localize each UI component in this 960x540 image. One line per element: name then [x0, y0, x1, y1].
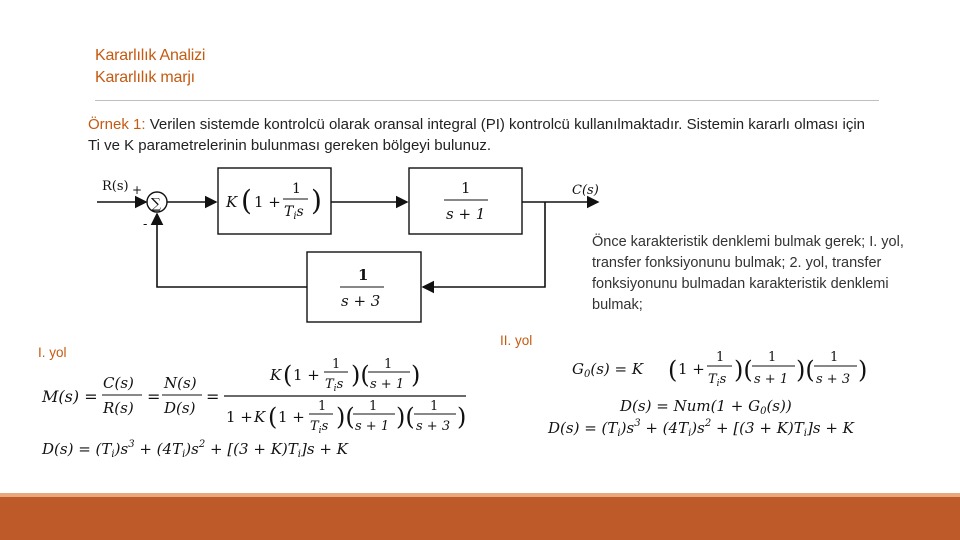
- svg-text:s + 1: s + 1: [446, 205, 486, 223]
- svg-text:D(s) = Num(1 + G0(s)): $D(s) = Num(1 + G_0(s))$: [620, 397, 792, 417]
- svg-text:): ): [411, 361, 421, 389]
- svg-text:D(s) = (Ti)s3 + (4Ti)s2 + [(3: $D(s) = (T_i)s^3 + (4T_i)s^2 + [(3 + K)T_i]s + K$: [42, 439, 348, 460]
- method-note: Önce karakteristik denklemi bulmak gerek; I. yol, transfer fonksiyonunu bulmak; 2. yol, transfer fonksiyonunu bulmadan karakteristik denklemi bulmak;: [592, 234, 904, 313]
- svg-text:s + 3: s + 3: [816, 372, 851, 387]
- svg-text:)(: )(: [796, 356, 815, 384]
- svg-text:1: 1: [358, 266, 369, 284]
- svg-text:): ): [311, 184, 322, 217]
- svg-text:): ): [858, 356, 868, 384]
- plant-block: [409, 168, 522, 234]
- svg-text:K: K: [270, 366, 282, 384]
- svg-text:Tis: $T_is$: [708, 372, 727, 389]
- output-label: C(s): [572, 183, 599, 198]
- svg-text:1 +: 1 +: [278, 408, 305, 426]
- svg-text:G0(s) = K: $G_0(s) = K$: [572, 360, 644, 380]
- svg-text:s + 1: s + 1: [355, 419, 390, 434]
- svg-text:Tis: $T_is$: [284, 204, 304, 222]
- problem-text: Verilen sistemde kontrolcü olarak oransal integral (PI) kontrolcü kullanılmaktadır. Sistemin kararlı olması için Ti ve K parametrelerinin bulunması gereken bölgeyi bulunuz.: [88, 116, 865, 154]
- svg-text:=: =: [147, 387, 161, 406]
- svg-text:(: (: [668, 356, 678, 384]
- svg-text:)(: )(: [734, 356, 753, 384]
- method-1-equations: [41, 357, 466, 460]
- svg-text:K: K: [226, 193, 238, 211]
- footer-bar: [0, 497, 960, 540]
- svg-text:1: 1: [318, 399, 327, 414]
- svg-text:M(s) =: M(s) =: [42, 387, 98, 406]
- block-diagram: [97, 168, 599, 322]
- svg-text:(: (: [268, 403, 278, 431]
- svg-text:K: K: [254, 408, 266, 426]
- svg-text:R(s): R(s): [103, 399, 134, 417]
- sum-symbol: ∑: [151, 196, 161, 212]
- svg-text:1 +: 1 +: [678, 360, 705, 378]
- svg-text:s + 1: s + 1: [370, 377, 405, 392]
- svg-text:s + 3: s + 3: [341, 292, 381, 310]
- svg-text:Tis: $T_is$: [325, 377, 344, 394]
- method-1-label: I. yol: [38, 345, 67, 360]
- svg-text:1 +: 1 +: [254, 193, 281, 211]
- plus-sign: +: [132, 183, 143, 197]
- svg-text:s + 1: s + 1: [754, 372, 789, 387]
- svg-text:D(s): D(s): [164, 399, 196, 417]
- svg-text:C(s): C(s): [103, 374, 134, 392]
- svg-text:)(: )(: [351, 361, 370, 389]
- svg-text:1: 1: [384, 357, 393, 372]
- method-2-label: II. yol: [500, 333, 533, 348]
- svg-text:D(s) = (Ti)s3 + (4Ti)s2 + [(3: $D(s) = (T_i)s^3 + (4T_i)s^2 + [(3 + K)T_i]s + K$: [548, 418, 854, 439]
- svg-text:1: 1: [292, 181, 301, 197]
- svg-text:1: 1: [830, 350, 839, 365]
- svg-text:(: (: [283, 361, 293, 389]
- svg-text:)(: )(: [396, 403, 415, 431]
- svg-text:1 +: 1 +: [226, 408, 253, 426]
- problem-lead: Örnek 1:: [88, 116, 146, 133]
- svg-text:): ): [457, 403, 467, 431]
- svg-text:1: 1: [768, 350, 777, 365]
- svg-text:)(: )(: [336, 403, 355, 431]
- minus-sign: -: [143, 217, 148, 232]
- slide-title: Kararlılık Analizi: [95, 47, 206, 64]
- svg-text:Tis: $T_is$: [310, 419, 329, 436]
- svg-text:s + 3: s + 3: [416, 419, 451, 434]
- input-label: R(s): [102, 179, 129, 194]
- svg-text:1: 1: [461, 179, 471, 197]
- slide-subtitle: Kararlılık marjı: [95, 69, 195, 86]
- svg-text:1: 1: [332, 357, 341, 372]
- svg-text:N(s): N(s): [164, 374, 197, 392]
- svg-text:1 +: 1 +: [293, 366, 320, 384]
- svg-text:1: 1: [369, 399, 378, 414]
- svg-text:1: 1: [716, 350, 725, 365]
- svg-text:=: =: [206, 387, 220, 406]
- method-2-equations: [547, 350, 867, 439]
- svg-text:(: (: [241, 184, 252, 217]
- svg-text:1: 1: [430, 399, 439, 414]
